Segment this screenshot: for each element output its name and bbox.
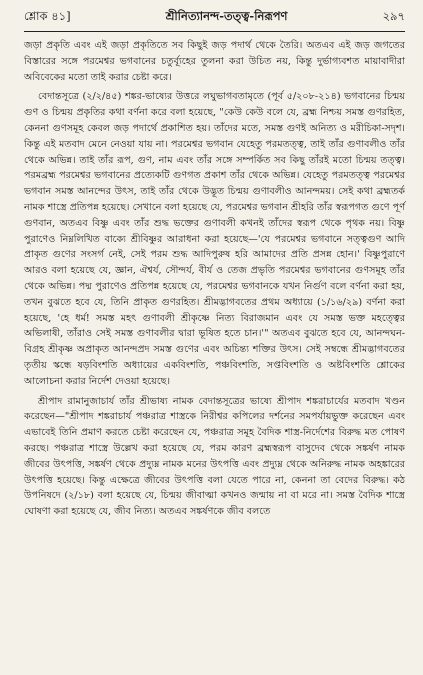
- paragraph: শ্রীপাদ রামানুজাচার্য তাঁর শ্রীভাষ্য নামক বেদান্তসূত্রের ভাষ্যে শ্রীপাদ শঙ্করাচার্যের মতবাদ খণ্ডন করেছেন—"শ্রীপাদ শঙ্করাচার্য পঞ্চরাত্র শাস্ত্রকে নিরীশ্বর কপিলের দর্শনের সমপর্যায়ভুক্ত করেছেন এবং এভাবেই তিনি প্রমাণ করতে চেষ্টা করেছেন যে, পঞ্চরাত্র সমূহ বৈদিক শাস্ত্র-নির্দেশের বিরুদ্ধ মত পোষণ করছে। পঞ্চরাত্র শাস্ত্রে উল্লেখ করা হয়েছে যে, পরম কারণ ব্রহ্মস্বরূপ বাসুদেব থেকে সঙ্কর্ষণ নামক জীবের উৎপত্তি, সঙ্কর্ষণ থেকে প্রদ্যুম্ন নামক মনের উৎপত্তি এবং প্রদ্যুম্ন থেকে অনিরুদ্ধ নামক অহঙ্কারের উৎপত্তি হয়েছে। কিন্তু এক্ষেত্রে জীবের উৎপত্তি বলা যেতে পারে না, কেননা তা বেদের বিরুদ্ধ। কঠ উপনিষদে (২/১৮) বলা হয়েছে যে, চিন্ময় জীবাত্মা কখনও জন্মায় না বা মরে না। সমস্ত বৈদিক শাস্ত্রে ঘোষণা করা হয়েছে যে, জীব নিত্য। অতএব সঙ্কর্ষণকে জীব বলতে: [24, 395, 405, 518]
- paragraph: জড়া প্রকৃতি এবং এই জড়া প্রকৃতিতে সব কিছুই জড় পদার্থ থেকে তৈরি। অতএব এই জড় জগতের বিস্তারের সঙ্গে পরমেশ্বর ভগবানের চতুর্ব্যূহের তুলনা করা উচিত নয়, কিন্তু দুর্ভাগ্যবশত মায়াবাদীরা অবিবেকের মতো তাই করার চেষ্টা করে।: [24, 40, 405, 83]
- page-header: [24, 8, 405, 32]
- paragraph: বেদান্তসূত্রে (২/২/৪৫) শঙ্কর-ভাষ্যের উত্তরে লঘুভাগবতামৃতে (পূর্ব ৫/২০৮-২১৪) ভগবানের চিন্ময় গুণ ও চিন্ময় প্রকৃতির কথা বর্ণনা করে বলা হয়েছে, "কেউ কেউ বলে যে, ব্রহ্ম নিশ্চয় সমস্ত গুণরহিত, কেননা গুণসমূহ কেবল জড় পদার্থে প্রকাশিত হয়। তাঁদের মতে, সমস্ত গুণই অনিত্য ও মরীচিকা-সদৃশ। কিন্তু এই মতবাদ মেনে নেওয়া যায় না। পরমেশ্বর ভগবান যেহেতু পরমতত্ত্ব, তাই তাঁর গুণাবলীও তাঁর থেকে অভিন্ন। তাই তাঁর রূপ, গুণ, নাম এবং তাঁর সঙ্গে সম্পর্কিত সব কিছু তাঁরই মতো চিন্ময় তত্ত্ব। পরমব্রহ্ম পরমেশ্বর ভগবানের প্রত্যেকটি গুণগত প্রকাশ তাঁর থেকে অভিন্ন। যেহেতু পরমতত্ত্ব পরমেশ্বর ভগবান সমস্ত আনন্দের উৎস, তাই তাঁর থেকে উদ্ভূত চিন্ময় গুণাবলীও আনন্দময়। সেই কথা ব্রহ্মতর্ক নামক শাস্ত্রে প্রতিপন্ন হয়েছে। সেখানে বলা হয়েছে যে, পরমেশ্বর ভগবান শ্রীহরি তাঁর স্বরূপগত গুণে পূর্ণ গুণবান, অতএব বিষ্ণু এবং তাঁর শুদ্ধ ভক্তের গুণাবলী কখনই তাঁদের স্বরূপ থেকে পৃথক নয়। বিষ্ণু পুরাণেও নিম্নলিখিত বাক্যে শ্রীবিষ্ণুর আরাধনা করা হয়েছে—'যে পরমেশ্বর ভগবানে সত্ত্বগুণ আদি প্রাকৃত গুণের সংসর্গ নেই, সেই পরম শুদ্ধ আদিপুরুষ হরি আমাদের প্রতি প্রসন্ন হোন।' বিষ্ণুপুরাণে আরও বলা হয়েছে যে, জ্ঞান, ঐশ্বর্য, সৌন্দর্য, বীর্য ও তেজ প্রভৃতি পরমেশ্বর ভগবানের গুণসমূহ তাঁর থেকে অভিন্ন। পদ্ম পুরাণেও প্রতিপন্ন হয়েছে যে, পরমেশ্বর ভগবানকে যখন নির্গুণ বলে বর্ণনা করা হয়, তখন বুঝতে হবে যে, তিনি প্রাকৃত গুণরহিত। শ্রীমদ্ভাগবতের প্রথম অধ্যায়ে (১/১৬/২৯) বর্ণনা করা হয়েছে, 'হে ধর্ম! সমস্ত মহৎ গুণাবলী শ্রীকৃষ্ণে নিত্য বিরাজমান এবং যে সমস্ত ভক্ত মহত্ত্বের অভিলাষী, তাঁরাও সেই সমস্ত গুণাবলীর দ্বারা ভূষিত হতে চান।'" অতএব বুঝতে হবে যে, আনন্দঘন-বিগ্রহ শ্রীকৃষ্ণ অপ্রাকৃত আনন্দপ্রদ সমস্ত গুণের এবং অচিন্ত্য শক্তির উৎস। সেই সম্বন্ধে শ্রীমদ্ভাগবতের তৃতীয় স্কন্ধে ষড়বিংশতি অধ্যায়ের একবিংশতি, পঞ্চবিংশতি, সপ্তবিংশতি ও অষ্টবিংশতি শ্লোকের আলোচনা করার নির্দেশ দেওয়া হয়েছে।: [24, 91, 405, 387]
- page-body: [24, 38, 405, 520]
- chapter-title: শ্রীনিত্যানন্দ-তত্ত্ব-নিরূপণ: [165, 9, 288, 23]
- page-number: ২৯৭: [382, 9, 405, 23]
- verse-reference: শ্লোক ৪১]: [24, 9, 71, 23]
